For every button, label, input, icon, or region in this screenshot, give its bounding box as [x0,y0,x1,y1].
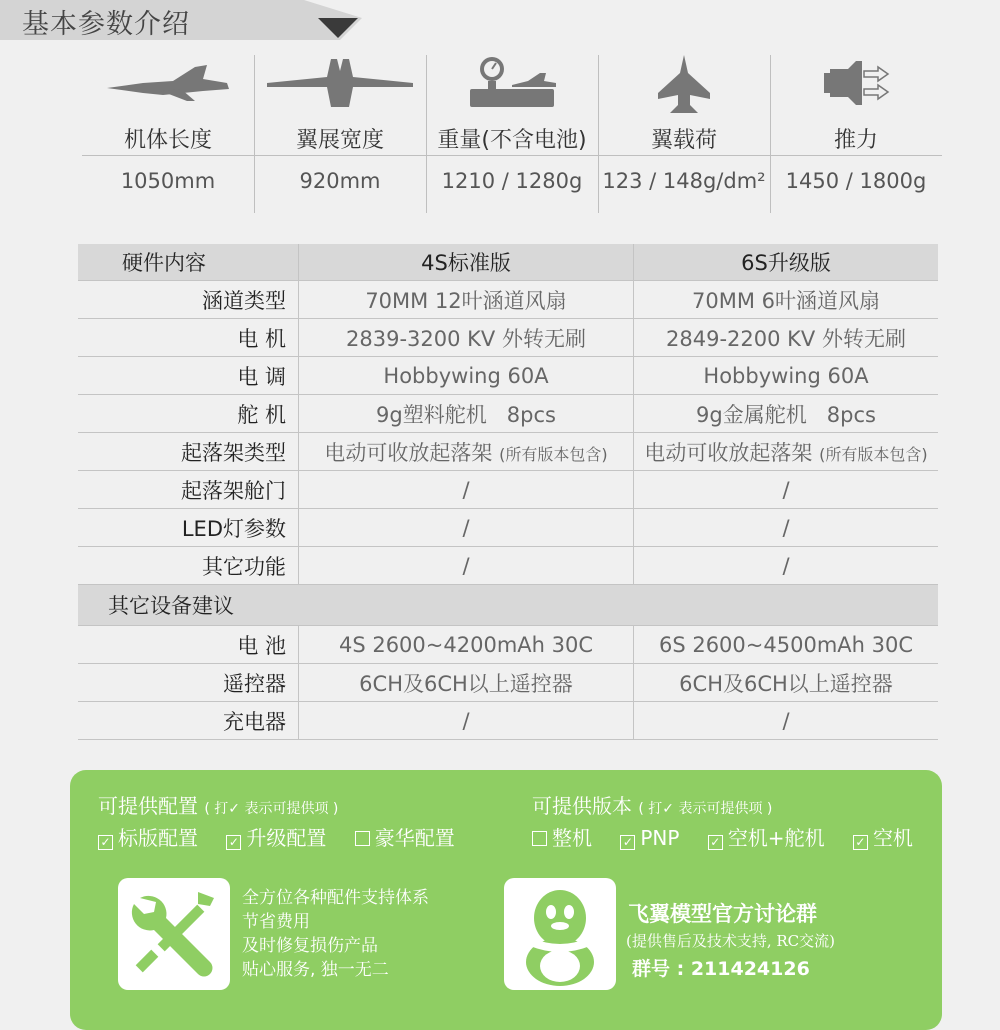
option-label: 升级配置 [246,826,327,850]
feature-line: 及时修复损伤产品 [242,936,378,956]
row-label: 遥控器 [78,664,299,702]
jet-top-icon [598,55,770,115]
spec-name: 机体长度 [123,128,212,153]
table-cell: 4S 2600~4200mAh 30C [299,626,634,664]
version-option [532,822,592,851]
option-label: 整机 [552,826,592,850]
spec-thrust [770,55,942,213]
cell-text: 电动可收放起落架 [644,440,813,465]
table-row [78,281,938,319]
spec-value: 920mm [299,169,381,193]
table-row [78,433,938,471]
row-label: 电 机 [78,319,299,357]
cell-note: (所有版本包含) [819,444,928,464]
column-header: 4S标准版 [299,244,634,281]
feature-line: 贴心服务, 独一无二 [242,960,389,980]
hardware-table [78,244,938,740]
table-cell: 70MM 12叶涵道风扇 [299,281,634,319]
spec-value: 123 / 148g/dm² [602,169,766,193]
table-row [78,702,938,740]
table-cell [634,433,939,471]
row-label: 电 调 [78,357,299,395]
spec-name: 重量(不含电池) [437,128,587,153]
qq-penguin-icon [504,878,616,990]
table-cell: 6CH及6CH以上遥控器 [299,664,634,702]
checkbox-checked-icon: ✓ [98,835,113,850]
table-cell: Hobbywing 60A [299,357,634,395]
table-cell: 2849-2200 KV 外转无刷 [634,319,939,357]
options-panel [70,770,942,1030]
checkbox-checked-icon: ✓ [620,835,635,850]
row-label: 其它功能 [78,547,299,585]
cell-text: 电动可收放起落架 [324,440,493,465]
tools-tile [118,878,230,990]
spec-name: 推力 [833,128,878,153]
table-row [78,547,938,585]
table-cell: / [299,509,634,547]
feature-line: 全方位各种配件支持体系 [242,888,429,908]
checkbox-empty-icon [355,831,370,846]
table-cell: / [299,702,634,740]
checkbox-checked-icon: ✓ [226,835,241,850]
table-row [78,319,938,357]
row-label: 起落架类型 [78,433,299,471]
version-option [708,822,825,851]
version-options [532,822,913,851]
table-cell [299,433,634,471]
table-cell: / [634,547,939,585]
table-cell: 9g塑料舵机 8pcs [299,395,634,433]
spec-value: 1050mm [120,169,216,193]
option-label: 豪华配置 [374,826,455,850]
table-cell: / [299,471,634,509]
spec-value: 1210 / 1280g [441,169,583,193]
option-label: 空机 [872,826,913,850]
config-title [98,790,338,819]
row-label: 起落架舱门 [78,471,299,509]
qq-tile [504,878,616,990]
row-label: 舵 机 [78,395,299,433]
jet-front-icon [254,55,426,115]
section-label: 其它设备建议 [108,594,234,618]
config-options [98,822,477,851]
table-row [78,509,938,547]
row-label: 电 池 [78,626,299,664]
spec-name: 翼展宽度 [295,128,384,153]
option-label: 标版配置 [118,826,198,850]
table-cell: 6CH及6CH以上遥控器 [634,664,939,702]
page-title: 基本参数介绍 [22,9,190,40]
option-label: 空机+舵机 [727,826,825,850]
config-option [226,822,326,851]
column-header: 6S升级版 [634,244,939,281]
table-row [78,395,938,433]
table-row [78,471,938,509]
version-title [532,790,772,819]
table-cell: / [634,702,939,740]
section-title [78,585,938,626]
checkbox-checked-icon: ✓ [708,835,723,850]
cell-note: (所有版本包含) [499,444,608,464]
column-header: 硬件内容 [78,244,299,281]
qq-group-number: 群号 : 211424126 [632,958,810,980]
scale-icon [426,55,598,115]
checkbox-empty-icon [532,831,547,846]
config-note: ( 打✓ 表示可提供项 ) [204,801,339,817]
spec-length [82,55,254,213]
row-label: 充电器 [78,702,299,740]
spec-wingspan [254,55,426,213]
table-cell: 70MM 6叶涵道风扇 [634,281,939,319]
wrench-screwdriver-icon [118,878,230,990]
spec-weight [426,55,598,213]
table-row [78,357,938,395]
config-option [355,822,455,851]
version-title-text: 可提供版本 [532,794,632,818]
thrust-icon [770,55,942,115]
version-option [620,826,679,850]
row-label: 涵道类型 [78,281,299,319]
table-cell: 6S 2600~4500mAh 30C [634,626,939,664]
table-cell: / [634,509,939,547]
version-note: ( 打✓ 表示可提供项 ) [638,801,773,817]
feature-line: 节省费用 [242,912,310,932]
table-cell: Hobbywing 60A [634,357,939,395]
table-section-row [78,585,938,626]
table-cell: 9g金属舵机 8pcs [634,395,939,433]
spec-wingload [598,55,770,213]
table-row [78,664,938,702]
jet-side-icon [82,55,254,115]
qq-group-subtitle: (提供售后及技术支持, RC交流) [626,932,836,950]
version-option [853,822,913,851]
row-label: LED灯参数 [78,509,299,547]
support-features [242,886,429,982]
table-cell: / [299,547,634,585]
table-cell: 2839-3200 KV 外转无刷 [299,319,634,357]
option-label: PNP [640,826,680,850]
spec-value: 1450 / 1800g [785,169,927,193]
spec-strip [82,55,942,213]
config-title-text: 可提供配置 [98,794,198,818]
section-header [0,0,362,40]
spec-name: 翼载荷 [650,128,717,153]
table-header-row [78,244,938,281]
table-row [78,626,938,664]
qq-group-title: 飞翼模型官方讨论群 [628,902,817,926]
config-option [98,822,198,851]
checkbox-checked-icon: ✓ [853,835,868,850]
table-cell: / [634,471,939,509]
